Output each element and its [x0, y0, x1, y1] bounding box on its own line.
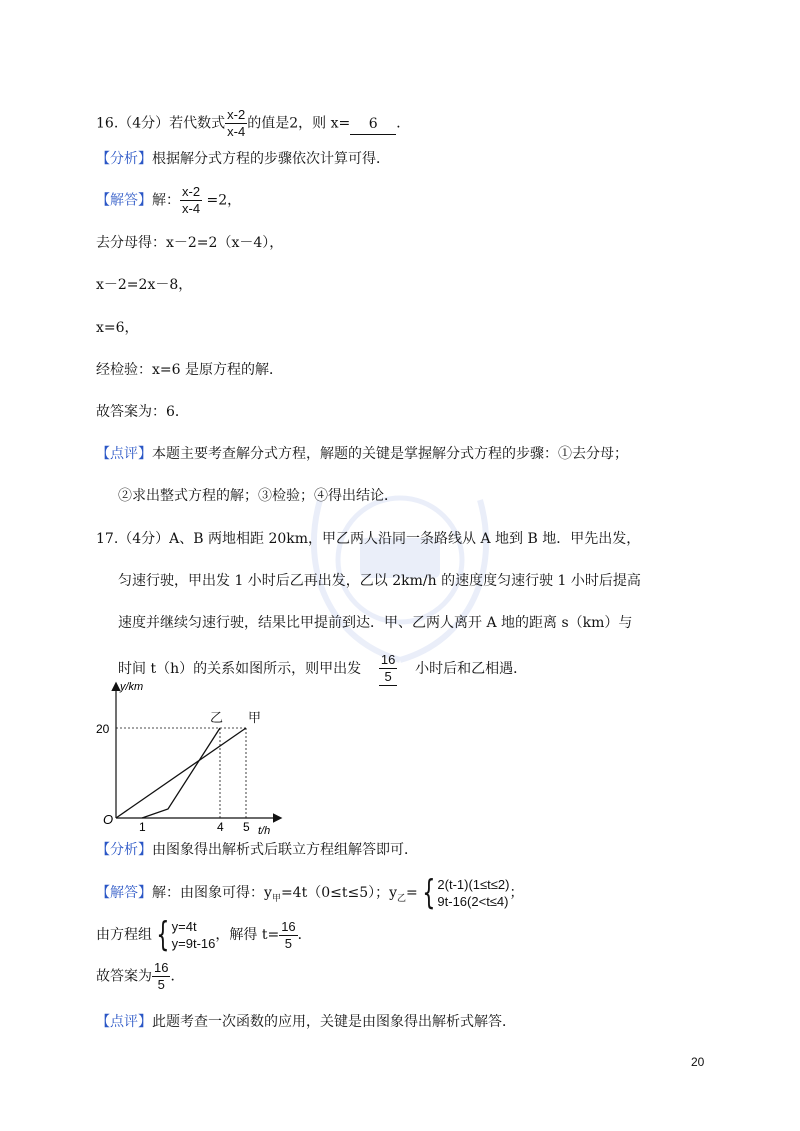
x-tick-label-5: 5 — [243, 820, 250, 834]
system-brace: { — [156, 915, 170, 955]
q17-analysis — [96, 840, 418, 860]
x-tick-label-1: 1 — [139, 820, 146, 834]
watermark-logo — [290, 440, 510, 680]
q17-answer-den: 5 — [384, 669, 392, 684]
q16-solution-frac-den: x-4 — [182, 201, 201, 216]
final-num: 16 — [154, 960, 169, 975]
q17-final — [96, 960, 184, 993]
solution-tag: 【解答】 — [96, 192, 152, 209]
q16-comment — [96, 444, 628, 464]
q16-step-3: x=6， — [96, 320, 139, 336]
q17-comment-text: 此题考查一次函数的应用，关键是由图象得出解析式解答． — [152, 1014, 516, 1030]
comment-tag: 【点评】 — [96, 1014, 152, 1030]
q16-comment-2: ②求出整式方程的解；③检验；④得出结论． — [118, 488, 398, 504]
system-eq-1: y=4t — [171, 919, 197, 934]
q17-stem-4-post: 小时后和乙相遇． — [415, 661, 528, 677]
q17-solution-pre: 解：由图象可得：y — [152, 885, 272, 901]
t-den: 5 — [284, 935, 293, 951]
q16-stem — [96, 107, 410, 140]
y-tick-label-20: 20 — [96, 722, 110, 736]
analysis-tag: 【分析】 — [96, 842, 152, 858]
q17-answer-num: 16 — [380, 652, 396, 667]
q16-frac-num: x-2 — [227, 107, 246, 122]
q16-analysis — [96, 149, 390, 169]
q16-solution-post: =2， — [202, 192, 242, 209]
q16-comment-text: 本题主要考查解分式方程，解题的关键是掌握解分式方程的步骤：①去分母； — [152, 446, 628, 462]
q17-stem-3: 速度并继续匀速行驶，结果比甲提前到达．甲、乙两人离开 A 地的距离 s（km）与 — [118, 615, 633, 631]
q16-stem-text-2: 的值是2，则 x= — [247, 115, 351, 132]
q16-step-5: 故答案为：6． — [96, 404, 189, 420]
equation-system — [172, 918, 216, 952]
series-line-0 — [116, 728, 246, 818]
analysis-tag: 【分析】 — [96, 151, 152, 167]
piece-1: 2(t-1)(1≤t≤2) — [437, 877, 510, 892]
y-axis-label: y/km — [120, 681, 144, 693]
solution-tag: 【解答】 — [96, 885, 152, 901]
piece-2: 9t-16(2<t≤4) — [437, 894, 509, 909]
series-label-1: 乙 — [210, 710, 224, 725]
q16-answer-blank: 6 — [350, 114, 396, 135]
system-eq-2: y=9t-16 — [171, 936, 216, 951]
q16-solution-frac-num: x-2 — [182, 184, 201, 199]
sub-yi: 乙 — [397, 893, 407, 904]
q16-frac-den: x-4 — [227, 124, 246, 139]
q17-comment — [96, 1012, 516, 1032]
sub-jia: 甲 — [271, 893, 281, 904]
q17-solution-eq: = — [406, 885, 418, 901]
x-axis-label: t/h — [258, 825, 271, 837]
series-label-0: 甲 — [248, 710, 262, 725]
q17-stem-4-pre: 时间 t（h）的关系如图所示，则甲出发 — [118, 661, 362, 677]
q16-solution — [96, 184, 241, 217]
q17-stem-1: 17.（4分）A、B 两地相距 20km，甲乙两人沿同一条路线从 A 地到 B 地．甲先出发， — [96, 531, 641, 547]
origin-label: O — [103, 812, 114, 827]
page-number: 20 — [691, 1055, 705, 1069]
q16-solution-pre: 解： — [152, 192, 180, 209]
q17-solution-mid: =4t（0≤t≤5）；y — [280, 885, 398, 901]
final-den: 5 — [157, 977, 165, 992]
q16-fraction — [225, 107, 247, 140]
q17-system-post: ，解得 t= — [215, 927, 280, 943]
q17-stem-2: 匀速行驶，甲出发 1 小时后乙再出发，乙以 2km/h 的速度度匀速行驶 1 小时后提高 — [118, 573, 641, 589]
q16-step-1: 去分母得：x－2=2（x－4）， — [96, 235, 284, 251]
q16-analysis-text: 根据解分式方程的步骤依次计算可得． — [152, 151, 390, 167]
final-fraction — [152, 960, 170, 993]
q17-answer-blank — [361, 652, 415, 686]
q16-stem-end: ． — [396, 115, 411, 132]
piecewise-brace: { — [422, 873, 436, 913]
q17-system-end: ． — [297, 927, 312, 943]
piecewise-system — [437, 876, 509, 910]
x-tick-label-4: 4 — [217, 820, 224, 834]
q17-system-pre: 由方程组 — [96, 927, 152, 943]
q16-step-4: 经检验：x=6 是原方程的解． — [96, 362, 283, 378]
q17-final-pre: 故答案为 — [96, 968, 152, 985]
q17-final-end: ． — [170, 968, 185, 985]
t-num: 16 — [281, 918, 296, 934]
q16-solution-fraction — [180, 184, 202, 217]
q16-step-2: x－2=2x－8， — [96, 277, 193, 293]
t-fraction — [279, 919, 297, 952]
q17-solution-end: ； — [509, 885, 524, 901]
q17-solution — [96, 873, 524, 913]
q17-analysis-text: 由图象得出解析式后联立方程组解答即可． — [152, 842, 418, 858]
q17-system — [96, 915, 312, 955]
q16-stem-text: 16.（4分）若代数式 — [96, 115, 226, 132]
distance-time-chart — [90, 678, 290, 837]
comment-tag: 【点评】 — [96, 446, 152, 462]
